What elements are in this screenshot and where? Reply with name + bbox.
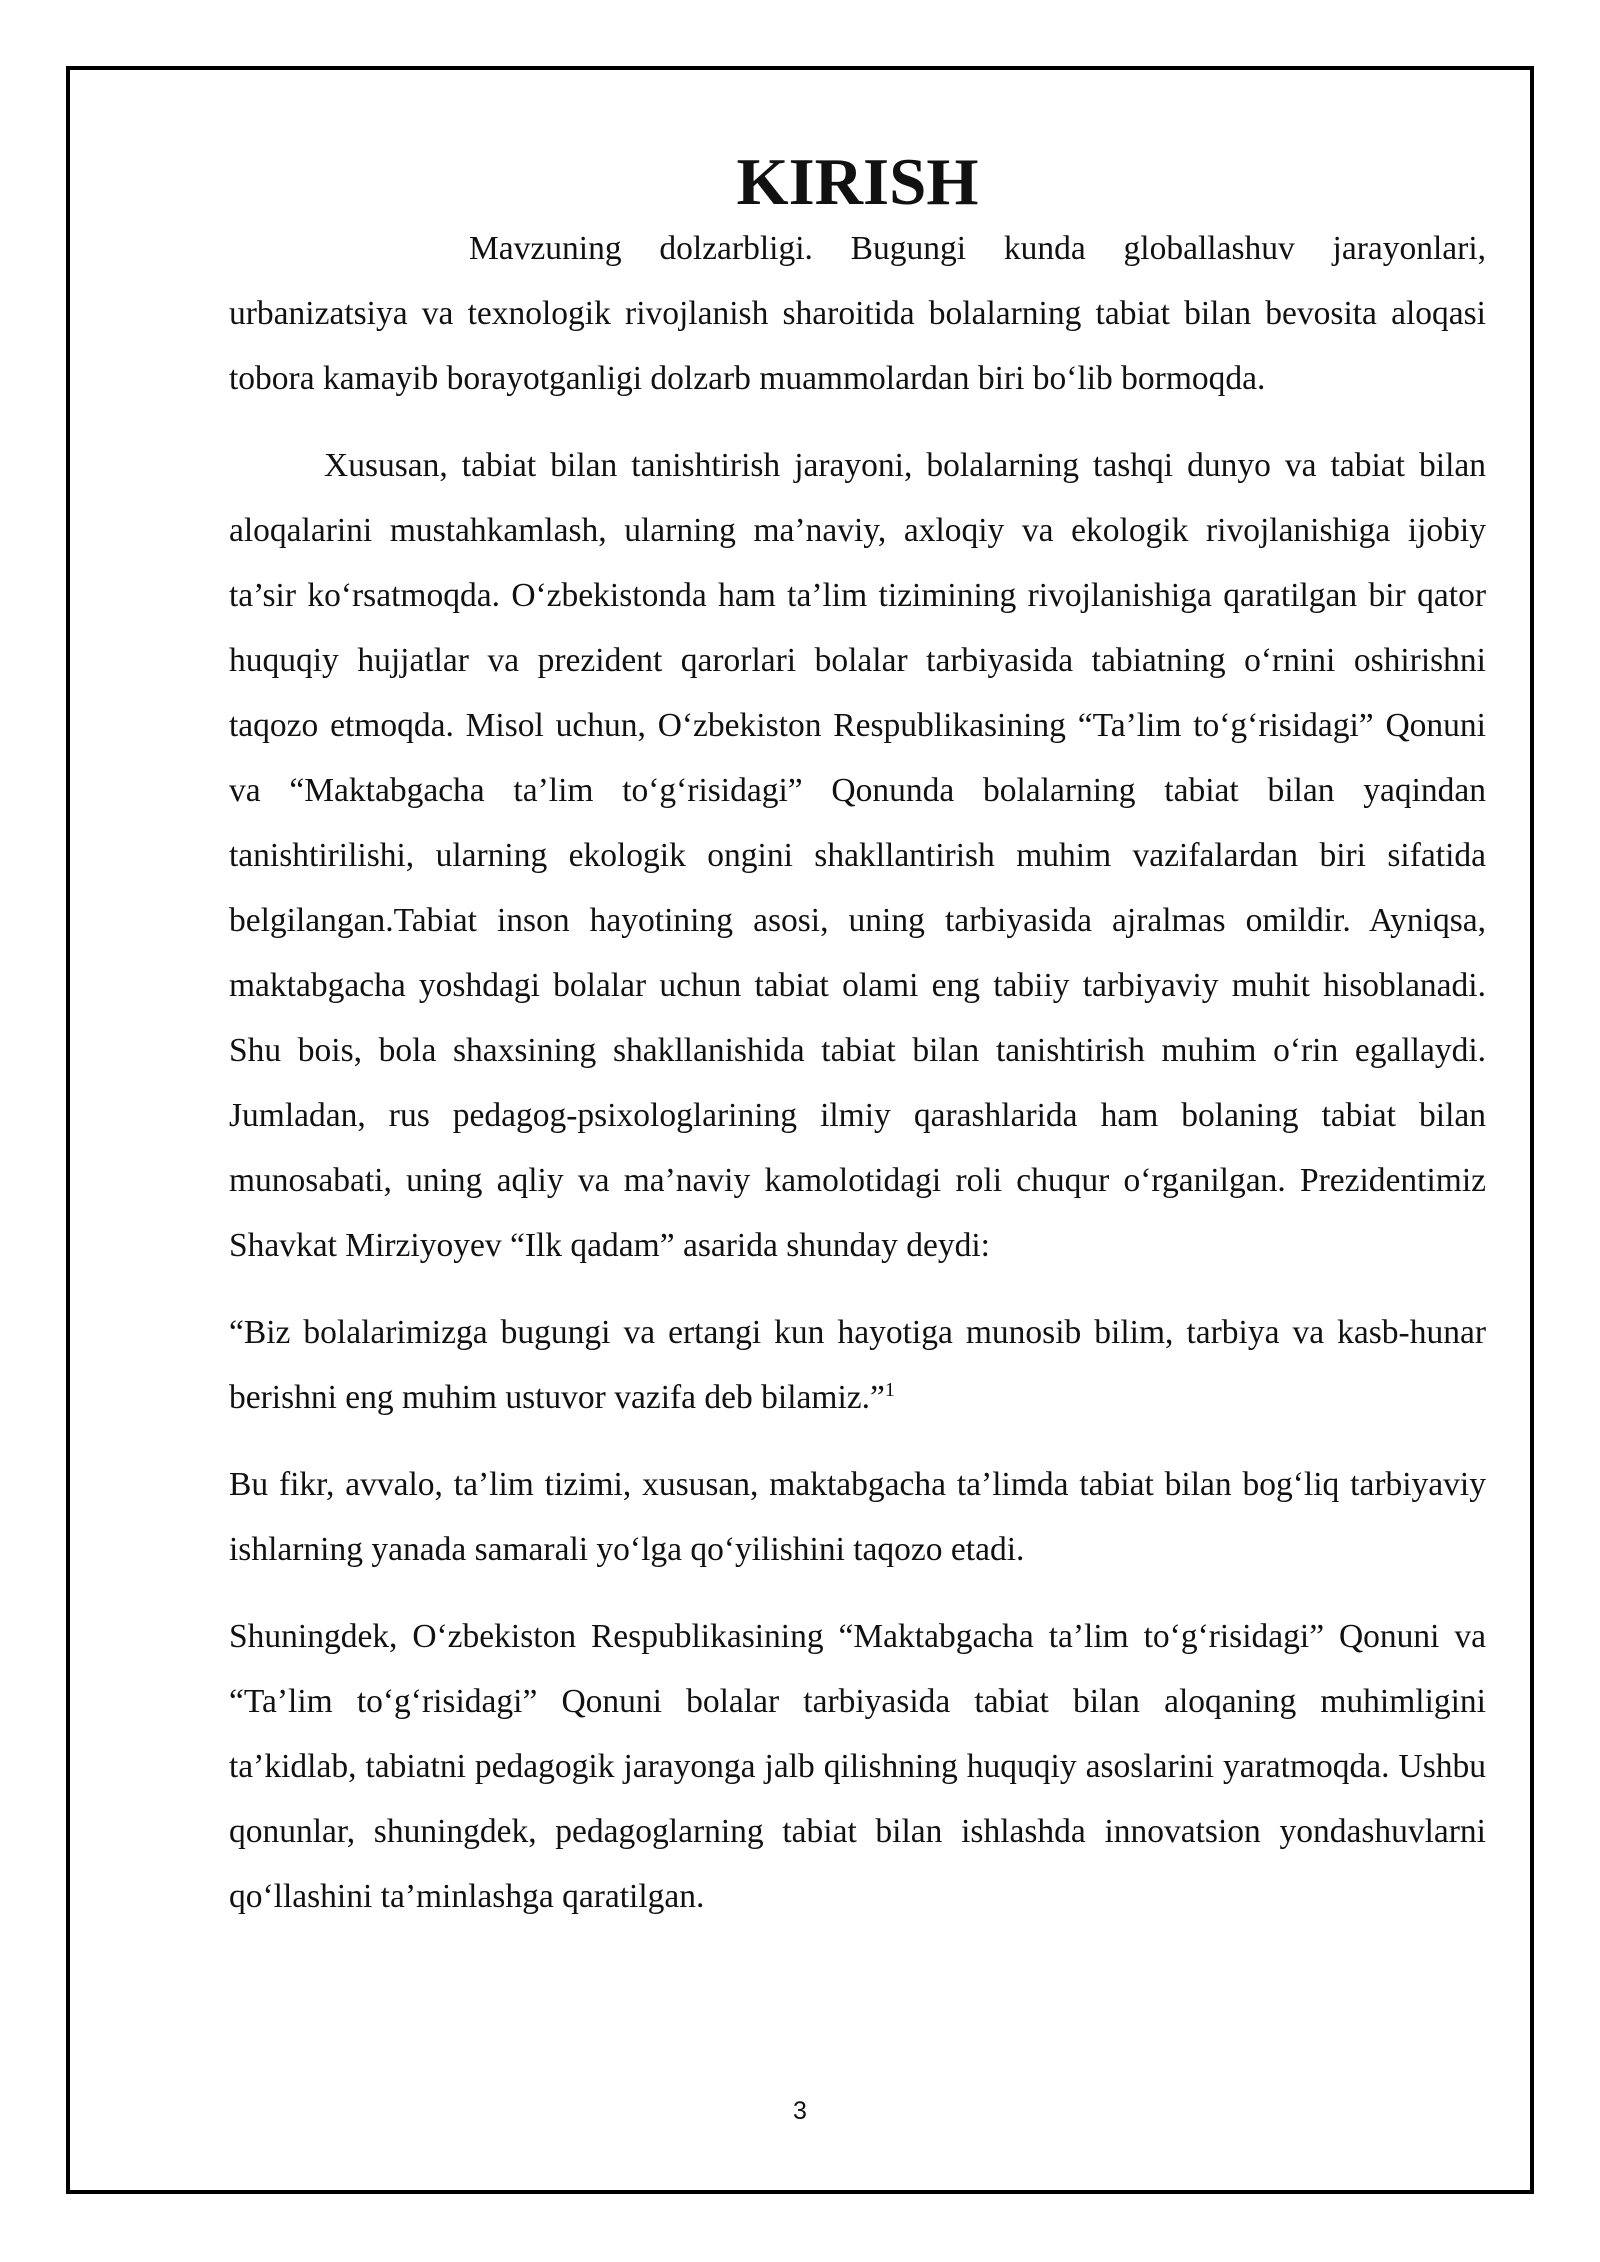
page-number: 3 bbox=[793, 2097, 807, 2125]
paragraph-laws: Shuningdek, O‘zbekiston Respublikasining “Maktabgacha ta’lim to‘g‘risidagi” Qonuni va “Ta’lim to‘g‘risidagi” Qonuni bolalar tarbiyasida tabiat bilan aloqaning muhimligini ta’kidlab, tabiatni pedagogik jarayonga jalb qilishning huquqiy asoslarini yaratmoqda. Ushbu qonunlar, shuningdek, pedagoglarning tabiat bilan ishlashda innovatsion yondashuvlarni qo‘llashini ta’minlashga qaratilgan. bbox=[229, 1618, 1486, 1915]
paragraph-education-system: Bu fikr, avvalo, ta’lim tizimi, xususan, maktabgacha ta’limda tabiat bilan bog‘liq tarbiyaviy ishlarning yanada samarali yo‘lga qo‘yilishini taqozo etadi. bbox=[229, 1466, 1486, 1568]
quote-text: “Biz bolalarimizga bugungi va ertangi kun hayotiga munosib bilim, tarbiya va kasb-hunar berishni eng muhim ustuvor vazifa deb bilamiz.” bbox=[229, 1314, 1486, 1416]
document-body bbox=[229, 145, 1486, 1929]
quote-paragraph bbox=[229, 1300, 1486, 1430]
footnote-mark[interactable]: 1 bbox=[884, 1378, 895, 1401]
section-title: KIRISH bbox=[736, 145, 979, 219]
paragraph-relevance: Mavzuning dolzarbligi. Bugungi kunda globallashuv jarayonlari, urbanizatsiya va texnologik rivojlanish sharoitida bolalarning tabiat bilan bevosita aloqasi tobora kamayib borayotganligi dolzarb muammolardan biri bo‘lib bormoqda. bbox=[229, 230, 1486, 397]
paragraph-nature-education: Xususan, tabiat bilan tanishtirish jarayoni, bolalarning tashqi dunyo va tabiat bilan aloqalarini mustahkamlash, ularning ma’naviy, axloqiy va ekologik rivojlanishiga ijobiy ta’sir ko‘rsatmoqda. O‘zbekistonda ham ta’lim tizimining rivojlanishiga qaratilgan bir qator huquqiy hujjatlar va prezident qarorlari bolalar tarbiyasida tabiatning o‘rnini oshirishni taqozo etmoqda. Misol uchun, O‘zbekiston Respublikasining “Ta’lim to‘g‘risidagi” Qonuni va “Maktabgacha ta’lim to‘g‘risidagi” Qonunda bolalarning tabiat bilan yaqindan tanishtirilishi, ularning ekologik ongini shakllantirish muhim vazifalardan biri sifatida belgilangan.Tabiat inson hayotining asosi, uning tarbiyasida ajralmas omildir. Ayniqsa, maktabgacha yoshdagi bolalar uchun tabiat olami eng tabiiy tarbiyaviy muhit hisoblanadi. Shu bois, bola shaxsining shakllanishida tabiat bilan tanishtirish muhim o‘rin egallaydi. Jumladan, rus pedagog-psixologlarining ilmiy qarashlarida ham bolaning tabiat bilan munosabati, uning aqliy va ma’naviy kamolotidagi roli chuqur o‘rganilgan. Prezidentimiz Shavkat Mirziyoyev “Ilk qadam” asarida shunday deydi: bbox=[229, 447, 1486, 1264]
